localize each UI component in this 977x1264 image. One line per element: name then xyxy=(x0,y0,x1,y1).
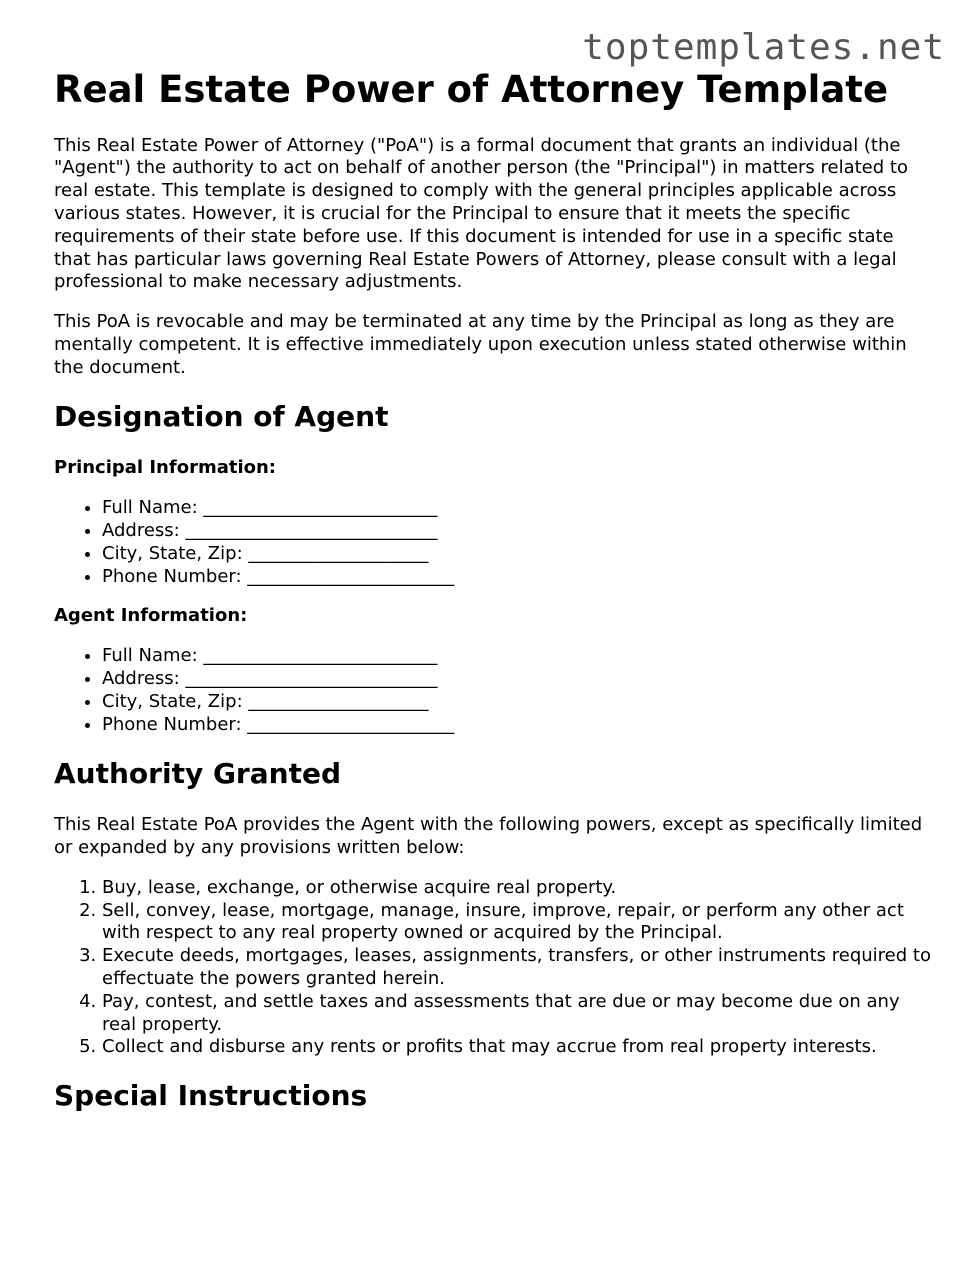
authority-heading: Authority Granted xyxy=(54,756,341,790)
agent-phone-field: • Phone Number: _______________________ xyxy=(102,714,934,737)
principal-full-name-field: • Full Name: __________________________ xyxy=(102,497,934,520)
agent-address-field: • Address: ____________________________ xyxy=(102,668,934,691)
agent-fields-list xyxy=(54,645,934,736)
designation-heading: Designation of Agent xyxy=(54,399,389,433)
power-item: 3. Execute deeds, mortgages, leases, assignments, transfers, or other instruments required to effectuate the powers granted herein. xyxy=(102,945,934,991)
power-item: 5. Collect and disburse any rents or profits that may accrue from real property interests. xyxy=(102,1036,934,1059)
watermark: toptemplates.net xyxy=(582,27,945,68)
principal-city-state-zip-field: • City, State, Zip: ____________________ xyxy=(102,543,934,566)
power-item: 1. Buy, lease, exchange, or otherwise acquire real property. xyxy=(102,877,934,900)
agent-city-state-zip-field: • City, State, Zip: ____________________ xyxy=(102,691,934,714)
agent-full-name-field: • Full Name: __________________________ xyxy=(102,645,934,668)
intro-paragraph-2: This PoA is revocable and may be terminated at any time by the Principal as long as they are mentally competent. It is effective immediately upon execution unless stated otherwise within the document. xyxy=(54,311,907,378)
agent-info-label: Agent Information: xyxy=(54,605,248,627)
document-page xyxy=(54,70,934,1137)
powers-list xyxy=(54,877,934,1059)
principal-phone-field: • Phone Number: _______________________ xyxy=(102,566,934,589)
special-instructions-heading: Special Instructions xyxy=(54,1079,368,1113)
document-title: Real Estate Power of Attorney Template xyxy=(54,68,889,111)
power-item: 4. Pay, contest, and settle taxes and assessments that are due or may become due on any real property. xyxy=(102,991,934,1037)
intro-paragraph-1: This Real Estate Power of Attorney ("PoA") is a formal document that grants an individual (the "Agent") the authority to act on behalf of another person (the "Principal") in matters related to real estate. This template is designed to comply with the general principles applicable across various states. However, it is crucial for the Principal to ensure that it meets the specific requirements of their state before use. If this document is intended for use in a specific state that has particular laws governing Real Estate Powers of Attorney, please consult with a legal professional to make necessary adjustments. xyxy=(54,134,908,293)
authority-intro: This Real Estate PoA provides the Agent with the following powers, except as specifically limited or expanded by any provisions written below: xyxy=(54,814,923,859)
principal-address-field: • Address: ____________________________ xyxy=(102,520,934,543)
principal-info-label: Principal Information: xyxy=(54,457,277,479)
principal-fields-list xyxy=(54,497,934,588)
power-item: 2. Sell, convey, lease, mortgage, manage, insure, improve, repair, or perform any other act with respect to any real property owned or acquired by the Principal. xyxy=(102,900,934,946)
